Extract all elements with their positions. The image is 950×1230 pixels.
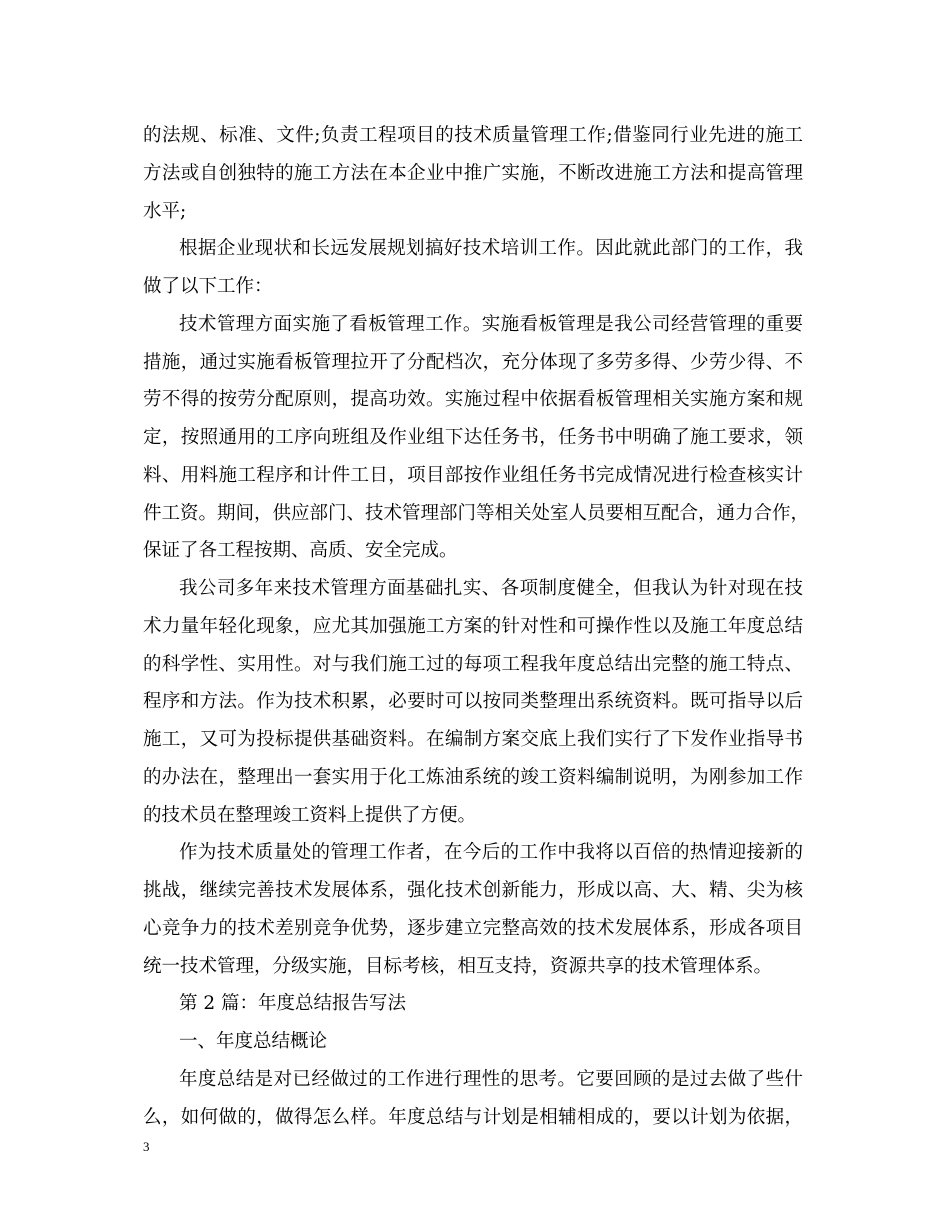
paragraph-start-line: 年度总结是对已经做过的工作进行理性的思考。它要回顾的是过去做了些什 xyxy=(179,1068,803,1090)
text-line: 程序和方法。作为技术积累，必要时可以按同类整理出系统资料。既可指导以后 xyxy=(143,691,803,713)
text-line: 么，如何做的，做得怎么样。年度总结与计划是相辅相成的，要以计划为依据， xyxy=(143,1106,803,1128)
text-line: 的技术员在整理竣工资料上提供了方便。 xyxy=(143,804,477,826)
paragraph-start-line: 技术管理方面实施了看板管理工作。实施看板管理是我公司经营管理的重要 xyxy=(179,313,803,335)
text-line: 措施，通过实施看板管理拉开了分配档次，充分体现了多劳多得、少劳少得、不 xyxy=(143,351,803,373)
page-number: 3 xyxy=(143,1139,150,1154)
text-line: 术力量年轻化现象，应尤其加强施工方案的针对性和可操作性以及施工年度总结 xyxy=(143,615,803,637)
section-heading: 第 2 篇：年度总结报告写法 xyxy=(179,993,407,1015)
text-line: 的科学性、实用性。对与我们施工过的每项工程我年度总结出完整的施工特点、 xyxy=(143,653,803,675)
text-line: 的法规、标准、文件;负责工程项目的技术质量管理工作;借鉴同行业先进的施工 xyxy=(143,125,803,146)
paragraph-start-line: 我公司多年来技术管理方面基础扎实、各项制度健全，但我认为针对现在技 xyxy=(179,578,803,599)
document-body xyxy=(143,117,810,1136)
text-line: 心竞争力的技术差别竞争优势，逐步建立完整高效的技术发展体系，形成各项目 xyxy=(143,917,803,939)
text-line: 劳不得的按劳分配原则，提高功效。实施过程中依据看板管理相关实施方案和规 xyxy=(143,389,803,411)
text-line: 件工资。期间，供应部门、技术管理部门等相关处室人员要相互配合，通力合作， xyxy=(143,502,810,524)
text-line: 的办法在，整理出一套实用于化工炼油系统的竣工资料编制说明，为刚参加工作 xyxy=(143,766,803,788)
text-line: 方法或自创独特的施工方法在本企业中推广实施，不断改进施工方法和提高管理 xyxy=(143,162,803,184)
text-line: 料、用料施工程序和计件工日，项目部按作业组任务书完成情况进行检查核实计 xyxy=(143,464,803,486)
text-line: 施工，又可为投标提供基础资料。在编制方案交底上我们实行了下发作业指导书 xyxy=(143,729,803,750)
text-line: 做了以下工作： xyxy=(143,276,273,297)
text-line: 定，按照通用的工序向班组及作业组下达任务书，任务书中明确了施工要求，领 xyxy=(143,427,803,448)
text-line: 统一技术管理，分级实施，目标考核，相互支持，资源共享的技术管理体系。 xyxy=(143,955,773,977)
text-line: 保证了各工程按期、高质、安全完成。 xyxy=(143,540,458,562)
subsection-heading: 一、年度总结概论 xyxy=(179,1031,328,1052)
paragraph-start-line: 作为技术质量处的管理工作者，在今后的工作中我将以百倍的热情迎接新的 xyxy=(179,842,803,864)
text-line: 挑战，继续完善技术发展体系，强化技术创新能力，形成以高、大、精、尖为核 xyxy=(143,880,803,901)
paragraph-start-line: 根据企业现状和长远发展规划搞好技术培训工作。因此就此部门的工作，我 xyxy=(179,238,803,260)
text-line: 水平; xyxy=(143,200,187,222)
